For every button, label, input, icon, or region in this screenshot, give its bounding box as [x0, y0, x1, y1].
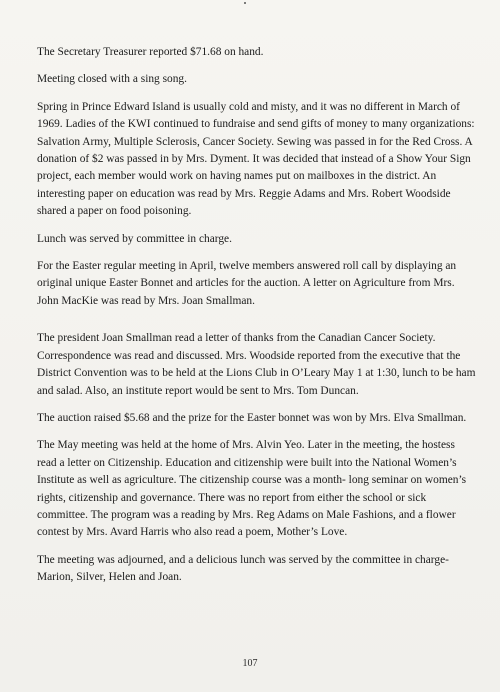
paragraph-meeting-closed: Meeting closed with a sing song. [37, 73, 187, 86]
paragraph-easter-meeting: For the Easter regular meeting in April, twelve members answered roll call by displaying an original unique Easter Bonnet and articles for the auction. A letter on Agriculture from Mrs. John MacKie was read by Mrs. Joan Smallman. [37, 260, 457, 307]
paragraph-auction: The auction raised $5.68 and the prize for the Easter bonnet was won by Mrs. Elva Smallman. [37, 411, 467, 424]
paragraph-may-meeting: The May meeting was held at the home of Mrs. Alvin Yeo. Later in the meeting, the hostess read a letter on Citizenship. Education and citizenship were built into the National Women’s Institute as well as agriculture. The citizenship course was a month- long seminar on women’s rights, citizenship and governance. There was no report from either the school or sick committee. The program was a reading by Mrs. Reg Adams on Male Fashions, and a flower contest by Mrs. Avard Harris who also read a poem, Mother’s Love. [37, 439, 467, 539]
document-body [37, 44, 477, 597]
paragraph-president-letter: The president Joan Smallman read a letter of thanks from the Canadian Cancer Society. Correspondence was read and discussed. Mrs. Woodside reported from the executive that the District Convention was to be held at the Lions Club in O’Leary May 1 at 1:30, lunch to be ham and salad. Also, an institute report would be sent to Mrs. Tom Duncan. [37, 332, 476, 397]
paragraph-lunch-served: Lunch was served by committee in charge. [37, 232, 232, 245]
scan-speck [244, 2, 246, 4]
paragraph-treasurer-report: The Secretary Treasurer reported $71.68 on hand. [37, 46, 264, 58]
page-number: 107 [242, 658, 258, 669]
paragraph-adjourned: The meeting was adjourned, and a delicious lunch was served by the committee in charge- Marion, Silver, Helen and Joan. [37, 553, 449, 584]
paragraph-spring-march: Spring in Prince Edward Island is usually cold and misty, and it was no different in March of 1969. Ladies of the KWI continued to fundraise and send gifts of money to many organizations: Salvation Army, Multiple Sclerosis, Cancer Society. Sewing was passed in for the Red Cross. A donation of $2 was passed in by Mrs. Dyment. It was decided that instead of a Show Your Sign project, each member would work on having names put on mailboxes in the district. An interesting paper on education was read by Mrs. Reggie Adams and Mrs. Robert Woodside shared a paper on food poisoning. [37, 100, 475, 218]
